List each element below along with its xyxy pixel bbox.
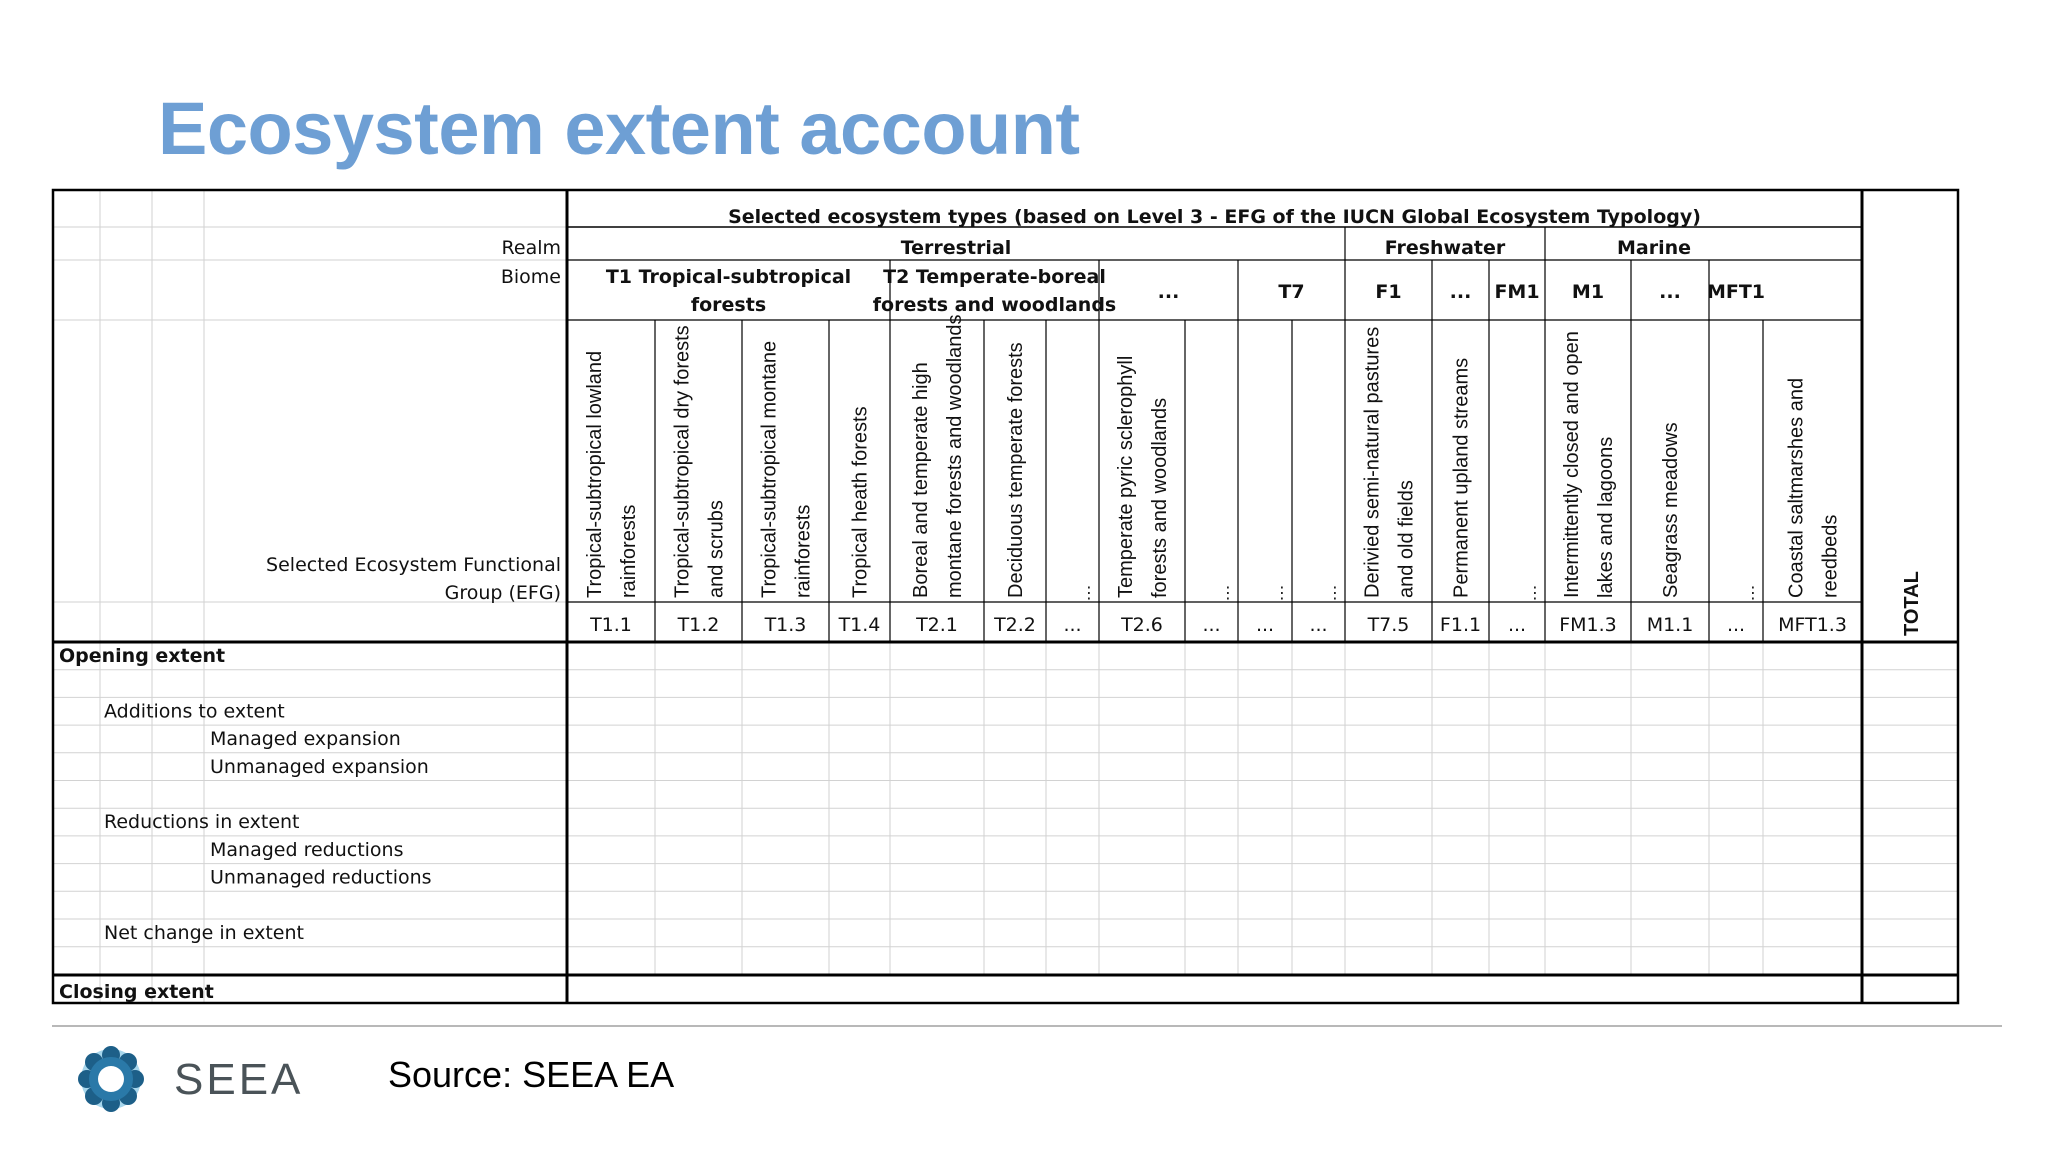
efg-ellipsis: ⋮ xyxy=(1081,583,1097,602)
row-label: Closing extent xyxy=(59,981,214,1003)
biome-cell: ... xyxy=(1449,281,1472,303)
realm-cell: Terrestrial xyxy=(900,237,1012,259)
row-label: Unmanaged expansion xyxy=(210,755,429,778)
realm-cell: Marine xyxy=(1616,237,1692,259)
efg-code: T2.2 xyxy=(994,614,1036,636)
row-label: Opening extent xyxy=(59,645,226,667)
efg-label-17: Coastal saltmarshes and xyxy=(1785,377,1808,598)
biome-cell: T7 xyxy=(1278,281,1305,303)
efg-code: T7.5 xyxy=(1367,614,1410,636)
source-note: Source: SEEA EA xyxy=(388,1054,675,1095)
efg-code: ... xyxy=(1309,614,1328,636)
efg-label-1: Tropical-subtropical dry forests xyxy=(671,325,694,598)
biome-cell: T2 Temperate-boreal xyxy=(883,266,1106,288)
efg-code: ... xyxy=(1063,614,1082,636)
efg-label-7: Temperate pyric sclerophyll xyxy=(1115,355,1137,598)
biome-cell: forests xyxy=(690,294,767,316)
efg-code: T1.3 xyxy=(764,614,807,636)
seea-logo-icon xyxy=(62,1043,160,1115)
efg-code: FM1.3 xyxy=(1559,614,1617,636)
footer-divider xyxy=(52,1025,2002,1027)
efg-code: M1.1 xyxy=(1646,614,1694,636)
efg-code: T2.1 xyxy=(916,614,958,636)
row-label: Managed expansion xyxy=(210,728,401,751)
row-label: Managed reductions xyxy=(210,838,404,861)
row-label: Unmanaged reductions xyxy=(210,866,432,889)
efg-label-2: rainforests xyxy=(792,504,815,598)
efg-label-11: Derivied semi-natural pastures xyxy=(1361,326,1384,598)
efg-code: F1.1 xyxy=(1439,614,1482,636)
efg-ellipsis: ⋮ xyxy=(1220,583,1236,602)
efg-code: T1.2 xyxy=(677,614,720,636)
efg-code: T1.1 xyxy=(590,614,632,636)
efg-label-7: forests and woodlands xyxy=(1149,397,1171,598)
efg-code: T1.4 xyxy=(838,614,881,636)
row-label: Additions to extent xyxy=(104,700,285,723)
efg-code: ... xyxy=(1726,614,1746,636)
realm-cell: Freshwater xyxy=(1384,237,1506,259)
realm-label: Realm xyxy=(501,237,561,259)
efg-label-0: Tropical-subtropical lowland xyxy=(584,350,606,598)
efg-label-0: rainforests xyxy=(618,504,640,598)
efg-label: Group (EFG) xyxy=(444,582,561,604)
biome-cell: forests and woodlands xyxy=(872,294,1117,316)
slide-title: Ecosystem extent account xyxy=(158,87,1080,170)
efg-label-12: Permanent upland streams xyxy=(1450,357,1473,598)
row-label: Net change in extent xyxy=(104,922,304,944)
efg-label-4: montane forests and woodlands xyxy=(944,314,966,598)
total-label: TOTAL xyxy=(1901,571,1923,636)
row-label: Reductions in extent xyxy=(104,811,300,834)
efg-ellipsis: ⋮ xyxy=(1327,583,1343,602)
efg-label: Selected Ecosystem Functional xyxy=(266,554,561,576)
efg-label-2: Tropical-subtropical montane xyxy=(758,340,781,598)
efg-code: MFT1.3 xyxy=(1778,614,1847,636)
biome-cell: ... xyxy=(1157,281,1180,303)
biome-cell: ... xyxy=(1659,281,1681,303)
efg-label-3: Tropical heath forests xyxy=(849,406,872,598)
efg-label-5: Deciduous temperate forests xyxy=(1005,342,1027,598)
efg-code: ... xyxy=(1255,614,1275,636)
efg-label-1: and scrubs xyxy=(705,500,728,598)
efg-code: ... xyxy=(1202,614,1221,636)
efg-ellipsis: ⋮ xyxy=(1745,583,1761,602)
efg-code: T2.6 xyxy=(1121,614,1163,636)
efg-label-14: lakes and lagoons xyxy=(1595,436,1617,598)
efg-label-15: Seagrass meadows xyxy=(1660,422,1682,598)
efg-label-11: and old fields xyxy=(1395,480,1418,598)
biome-cell: FM1 xyxy=(1494,281,1540,303)
seea-logo-text: SEEA xyxy=(174,1055,304,1104)
efg-code: ... xyxy=(1507,614,1527,636)
efg-label-14: Intermittently closed and open xyxy=(1561,331,1583,598)
biome-cell: MFT1 xyxy=(1706,281,1766,303)
biome-cell: M1 xyxy=(1571,281,1605,303)
biome-cell: T1 Tropical-subtropical xyxy=(605,266,852,288)
biome-cell: F1 xyxy=(1375,281,1402,303)
biome-label: Biome xyxy=(500,266,561,288)
efg-label-17: reedbeds xyxy=(1819,514,1842,598)
table-header: Selected ecosystem types (based on Level 3 - EFG of the IUCN Global Ecosystem Typology) xyxy=(728,206,1701,228)
efg-ellipsis: ⋮ xyxy=(1527,583,1543,602)
efg-ellipsis: ⋮ xyxy=(1274,583,1290,602)
efg-label-4: Boreal and temperate high xyxy=(910,362,932,598)
